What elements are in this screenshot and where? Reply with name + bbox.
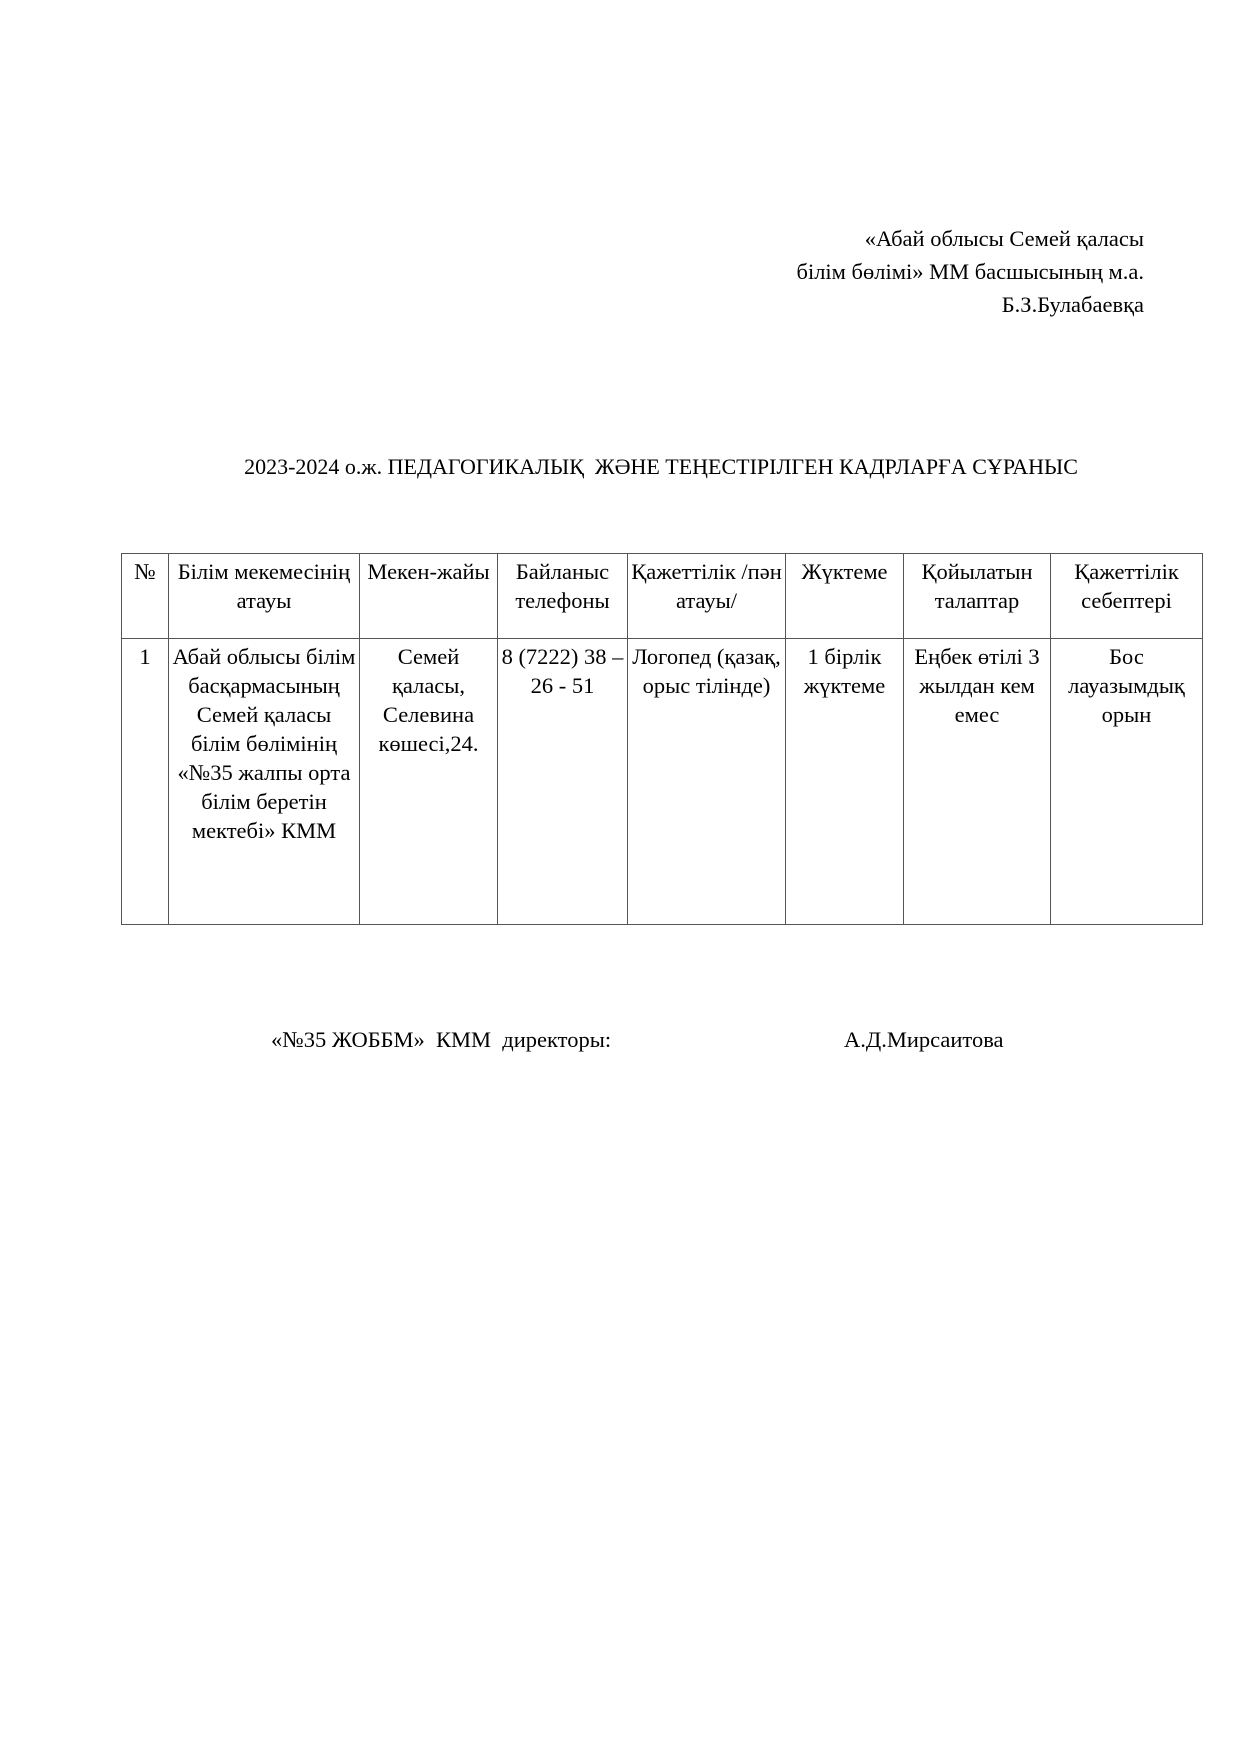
addressee-line-3: Б.З.Булабаевқа [1001, 292, 1144, 317]
cell-institution-name: Абай облысы білім басқармасының Семей қаласы білім бөлімінің «№35 жалпы орта білім беретін мектебі» КММ [169, 639, 360, 925]
header-reasons: Қажеттілік себептері [1051, 554, 1203, 639]
cell-number: 1 [122, 639, 169, 925]
addressee-line-1: «Абай облысы Семей қаласы [864, 226, 1144, 251]
cell-reasons: Бос лауазымдық орын [1051, 639, 1203, 925]
cell-subject: Логопед (қазақ, орыс тілінде) [628, 639, 786, 925]
table-row [122, 639, 1203, 925]
header-phone: Байланыс телефоны [498, 554, 628, 639]
document-title: 2023-2024 о.ж. ПЕДАГОГИКАЛЫҚ ЖӘНЕ ТЕҢЕСТІРІЛГЕН КАДРЛАРҒА СҰРАНЫС [244, 454, 1078, 479]
addressee-block [797, 222, 1145, 321]
header-workload: Жүктеме [786, 554, 904, 639]
staff-request-table [121, 553, 1203, 925]
cell-workload: 1 бірлік жүктеме [786, 639, 904, 925]
header-institution-name: Білім мекемесінің атауы [169, 554, 360, 639]
signatory-role: «№35 ЖОББМ» КММ директоры: [271, 1027, 612, 1052]
signatory-name: А.Д.Мирсаитова [844, 1027, 1004, 1052]
cell-phone: 8 (7222) 38 – 26 - 51 [498, 639, 628, 925]
cell-address: Семей қаласы, Селевина көшесі,24. [360, 639, 498, 925]
header-requirements: Қойылатын талаптар [904, 554, 1051, 639]
header-subject: Қажеттілік /пән атауы/ [628, 554, 786, 639]
header-address: Мекен-жайы [360, 554, 498, 639]
cell-requirements: Еңбек өтілі 3 жылдан кем емес [904, 639, 1051, 925]
table-header-row [122, 554, 1203, 639]
header-number: № [122, 554, 169, 639]
addressee-line-2: білім бөлімі» ММ басшысының м.а. [796, 259, 1144, 284]
